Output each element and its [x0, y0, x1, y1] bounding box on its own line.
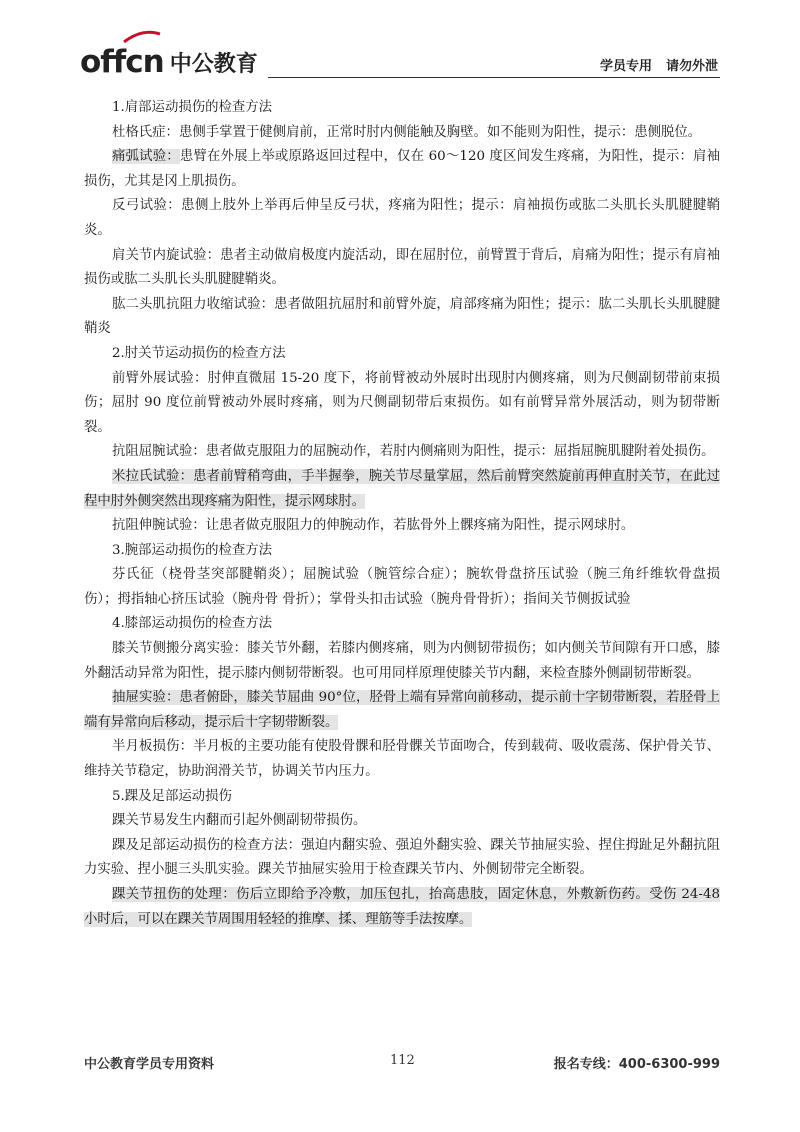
paragraph-text: 膝关节侧搬分离实验：膝关节外翻，若膝内侧疼痛，则为内侧韧带损伤；如内侧关节间隙有开口感，膝外翻活动异常为阳性，提示膝内侧韧带断裂。也可用同样原理使膝关节内翻，来检查膝外侧副韧带断裂。 [84, 641, 720, 681]
page-number: 112 [390, 1053, 415, 1068]
highlighted-term: 痛弧试验： [112, 149, 180, 165]
paragraph [84, 563, 720, 612]
paragraph-text: 抗阻伸腕试验：让患者做克服阻力的伸腕动作，若肱骨外上髁疼痛为阳性，提示网球肘。 [112, 518, 635, 534]
paragraph-text: 踝及足部运动损伤的检查方法：强迫内翻实验、强迫外翻实验、踝关节抽屉实验、捏住拇趾足外翻抗阻力实验、捏小腿三头肌实验。踝关节抽屉实验用于检查踝关节内、外侧韧带完全断裂。 [84, 837, 720, 878]
highlighted-text: 米拉氏试验：患者前臂稍弯曲，手半握拳，腕关节尽量掌屈，然后前臂突然旋前再伸直肘关节，在此过程中肘外侧突然出现疼痛为阳性，提示网球肘。 [84, 468, 720, 509]
paragraph [84, 637, 720, 686]
highlighted-text: 抽屉实验：患者俯卧，膝关节屈曲 90°位，胫骨上端有异常向前移动，提示前十字韧带断裂，若胫骨上端有异常向后移动，提示后十字韧带断裂。 [84, 690, 720, 730]
paragraph [84, 735, 720, 784]
paragraph [84, 121, 720, 146]
paragraph-text: 2.肘关节运动损伤的检查方法 [112, 345, 286, 361]
header-divider [268, 77, 720, 78]
highlighted-text: 踝关节扭伤的处理：伤后立即给予冷敷，加压包扎，抬高患肢，固定休息，外敷新伤药。受伤 24-48 小时后，可以在踝关节周围用轻轻的推摩、揉、理筋等手法按摩。 [84, 887, 720, 927]
paragraph [84, 367, 720, 441]
paragraph-text: 患臂在外展上举或原路返回过程中，仅在 60～120 度区间发生疼痛，为阳性，提示：肩袖损伤，尤其是冈上肌损伤。 [84, 149, 721, 189]
page-header [80, 40, 720, 78]
paragraph-text: 肱二头肌抗阻力收缩试验：患者做阻抗屈肘和前臂外旋，肩部疼痛为阳性；提示：肱二头肌长头肌腱腱鞘炎 [84, 296, 720, 337]
paragraph [84, 293, 720, 342]
header-notice-2: 请勿外泄 [665, 59, 718, 74]
paragraph-text: 肩关节内旋试验：患者主动做肩极度内旋活动，即在屈肘位，前臂置于背后，肩痛为阳性；提示有肩袖损伤或肱二头肌长头肌腱腱鞘炎。 [84, 247, 720, 288]
header-notice [600, 55, 718, 74]
paragraph [84, 244, 720, 293]
offcn-logo [80, 40, 258, 78]
paragraph-text: 1.肩部运动损伤的检查方法 [112, 100, 273, 115]
paragraph [84, 342, 720, 367]
logo-swoosh-icon [122, 30, 162, 44]
paragraph [84, 785, 720, 810]
header-notice-1: 学员专用 [599, 59, 652, 74]
paragraph-text: 踝关节易发生内翻而引起外侧副韧带损伤。 [112, 813, 367, 829]
paragraph [84, 194, 720, 243]
paragraph-text: 反弓试验：患侧上肢外上举再后伸呈反弓状，疼痛为阳性；提示：肩袖损伤或肱二头肌长头肌腱腱鞘炎。 [84, 198, 720, 238]
paragraph-text: 4.膝部运动损伤的检查方法 [112, 616, 273, 632]
paragraph [84, 834, 720, 883]
paragraph [84, 440, 720, 465]
logo-text-en: offcn [80, 44, 164, 80]
paragraph-text: 芬氏征（桡骨茎突部腱鞘炎）；屈腕试验（腕管综合症）；腕软骨盘挤压试验（腕三角纤维软骨盘损伤）；拇指轴心挤压试验（腕舟骨 骨折）；掌骨头扣击试验（腕舟骨骨折）；指间关节侧扳试验 [84, 567, 720, 607]
paragraph-text: 抗阻屈腕试验：患者做克服阻力的屈腕动作，若肘内侧痛则为阳性，提示：屈指屈腕肌腱附着处损伤。 [112, 444, 715, 460]
footer-source: 中公教育学员专用资料 [84, 1057, 215, 1072]
paragraph [84, 145, 720, 194]
paragraph [84, 539, 720, 564]
paragraph-text: 5.踝及足部运动损伤 [112, 788, 232, 804]
paragraph [84, 96, 720, 121]
paragraph [84, 514, 720, 539]
paragraph-text: 前臂外展试验：肘伸直微屈 15-20 度下，将前臂被动外展时出现肘内侧疼痛，则为尺侧副韧带前束损伤；屈肘 90 度位前臂被动外展时疼痛，则为尺侧副韧带后束损伤。如有前臂异常外展活动，则为韧带断裂。 [84, 370, 720, 435]
paragraph [84, 883, 720, 932]
paragraph-text: 半月板损伤：半月板的主要功能有使股骨髁和胫骨髁关节面吻合，传到载荷、吸收震荡、保护骨关节、维持关节稳定，协助润滑关节，协调关节内压力。 [84, 739, 720, 780]
logo-text-cn: 中公教育 [169, 52, 258, 77]
paragraph-text: 杜格氏症：患侧手掌置于健侧肩前，正常时肘内侧能触及胸壁。如不能则为阳性，提示：患侧脱位。 [112, 124, 702, 140]
page-footer [84, 1053, 720, 1073]
document-body [84, 96, 720, 932]
paragraph [84, 686, 720, 735]
paragraph [84, 465, 720, 514]
paragraph [84, 612, 720, 637]
footer-hotline: 报名专线：400-6300-999 [553, 1057, 720, 1072]
paragraph [84, 809, 720, 834]
paragraph-text: 3.腕部运动损伤的检查方法 [112, 542, 273, 558]
